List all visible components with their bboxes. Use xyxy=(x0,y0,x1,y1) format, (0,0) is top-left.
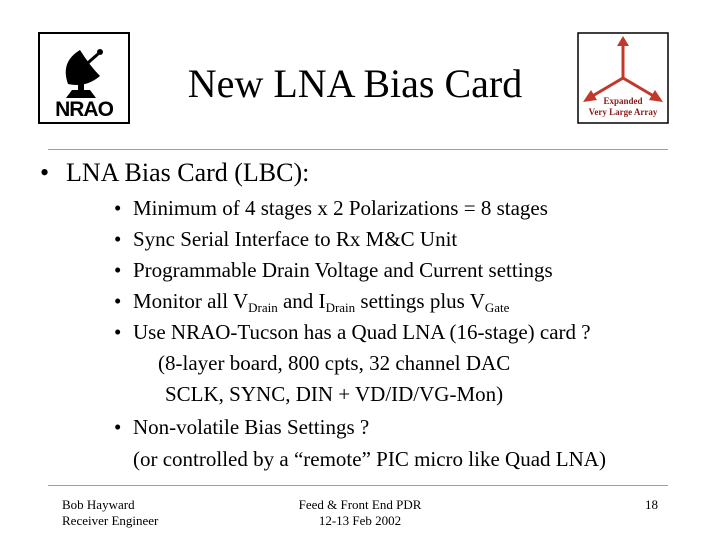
sub-bullet-text: Minimum of 4 stages x 2 Polarizations = 8 stages xyxy=(133,196,548,220)
bullet-dot: • xyxy=(114,415,122,439)
sub-bullet-2 xyxy=(0,227,720,251)
sub-bullet-text: Non-volatile Bias Settings ? xyxy=(133,415,370,439)
footer-author-name: Bob Hayward xyxy=(62,497,135,512)
evla-logo-line1: Expanded xyxy=(603,96,643,106)
bullet-dot: • xyxy=(114,289,122,313)
footer-event xyxy=(240,497,480,529)
sub-bullet-4 xyxy=(0,289,720,313)
bullet-dot: • xyxy=(114,320,122,344)
sub-bullet-text: Programmable Drain Voltage and Current settings xyxy=(133,258,553,282)
evla-logo-icon xyxy=(577,32,669,124)
footer-author xyxy=(62,497,158,529)
bullet-dot: • xyxy=(114,227,122,251)
bullet-dot: • xyxy=(114,196,122,220)
sub-bullet-text: Sync Serial Interface to Rx M&C Unit xyxy=(133,227,458,251)
main-bullet xyxy=(40,157,309,189)
evla-logo-line2: Very Large Array xyxy=(588,107,658,117)
footer-event-date: 12-13 Feb 2002 xyxy=(318,513,402,528)
slide-title: New LNA Bias Card xyxy=(187,61,523,106)
nrao-logo xyxy=(38,32,130,124)
bullet-dot: • xyxy=(40,158,50,187)
bullet-6-continuation: (or controlled by a “remote” PIC micro like Quad LNA) xyxy=(133,447,606,471)
sub-bullet-3 xyxy=(0,258,720,282)
nrao-logo-text: NRAO xyxy=(55,98,113,121)
footer-divider xyxy=(48,485,668,486)
bullet-5-continuation-2: SCLK, SYNC, DIN + VD/ID/VG-Mon) xyxy=(165,382,504,406)
evla-logo xyxy=(577,32,669,124)
sub-bullet-6 xyxy=(0,415,720,439)
page-number: 18 xyxy=(645,497,658,512)
bullet-dot: • xyxy=(114,258,122,282)
bullet-5-continuation-1: (8-layer board, 800 cpts, 32 channel DAC xyxy=(158,351,511,375)
sub-bullet-5 xyxy=(0,320,720,344)
main-bullet-text: LNA Bias Card (LBC): xyxy=(66,158,310,187)
nrao-logo-icon xyxy=(38,32,130,124)
sub-bullet-text: Monitor all $V_{Drain}$ and $I_{Drain}$ settings plus $V_{Gate}$ xyxy=(133,289,510,315)
footer-author-role: Receiver Engineer xyxy=(62,513,159,528)
footer-event-name: Feed & Front End PDR xyxy=(298,497,422,512)
title-divider xyxy=(48,149,668,150)
sub-bullet-1 xyxy=(0,196,720,220)
sub-bullet-text: Use NRAO-Tucson has a Quad LNA (16-stage) card ? xyxy=(133,320,591,344)
